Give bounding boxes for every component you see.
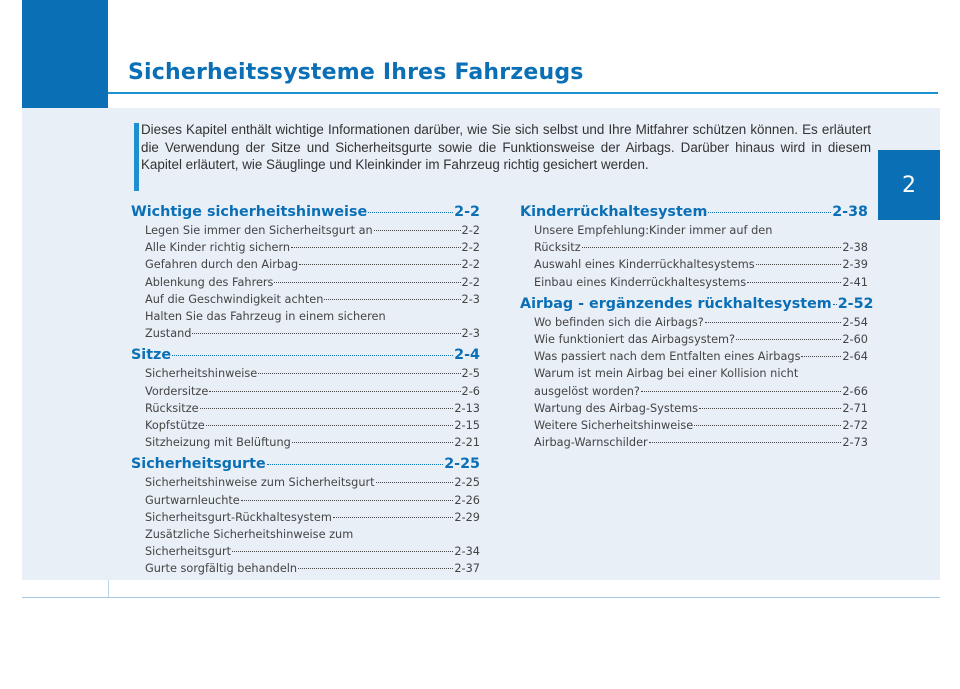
toc-section-title: Sitze [131, 347, 172, 364]
toc-entry-title: Alle Kinder richtig sichern [145, 241, 291, 255]
toc-section-heading[interactable] [131, 345, 480, 365]
toc-entry-title: Gefahren durch den Airbag [145, 258, 299, 272]
toc-leader-dots [192, 333, 460, 334]
toc-leader-dots [756, 264, 842, 265]
toc-entry-title: Legen Sie immer den Sicherheitsgurt an [145, 224, 373, 237]
toc-entry-page: 2-3 [461, 292, 480, 306]
toc-entry-title: Sitzheizung mit Belüftung [145, 436, 291, 450]
toc-entry[interactable] [520, 348, 868, 365]
toc-entry-line[interactable]: Halten Sie das Fahrzeug in einem sicheren [145, 310, 386, 324]
toc-entry-page: 2-54 [842, 315, 868, 329]
toc-leader-dots [172, 355, 453, 356]
toc-entry-page: 2-29 [454, 510, 480, 524]
toc-entry[interactable] [520, 331, 868, 348]
toc-entry-title: Wie funktioniert das Airbagsystem? [534, 333, 736, 347]
toc-entry-page: 2-26 [454, 493, 480, 507]
toc-section-heading[interactable] [131, 454, 480, 474]
toc-entry[interactable] [520, 274, 868, 291]
toc-entry[interactable] [131, 274, 480, 291]
toc-section-page: 2-2 [454, 204, 480, 220]
toc-entry-page: 2-5 [461, 367, 480, 381]
toc-entry-page: 2-2 [461, 224, 480, 237]
toc-entry[interactable] [131, 543, 480, 560]
toc-entry[interactable] [131, 492, 480, 509]
toc-entry[interactable] [131, 417, 480, 434]
toc-entry-page: 2-72 [842, 419, 868, 433]
chapter-number: 2 [902, 172, 916, 198]
toc-leader-dots [694, 425, 841, 426]
toc-entry-title: Weitere Sicherheitshinweise [534, 419, 694, 433]
toc-entry-title: Wartung des Airbag-Systems [534, 401, 698, 415]
toc-entry-title: Wo befinden sich die Airbags? [534, 315, 704, 329]
toc-section-title: Wichtige sicherheitshinweise [131, 204, 368, 220]
toc-entry[interactable] [131, 434, 480, 451]
toc-leader-dots [833, 304, 837, 305]
toc-section-page: 2-52 [837, 295, 874, 312]
toc-leader-dots [232, 551, 453, 552]
toc-entry-title: Rücksitze [145, 401, 199, 415]
toc-entry-title: Einbau eines Kinderrückhaltesystems [534, 275, 747, 289]
toc-leader-dots [374, 230, 461, 231]
page-title: Sicherheitssysteme Ihres Fahrzeugs [128, 60, 584, 85]
toc-entry-title: Ablenkung des Fahrers [145, 275, 274, 289]
toc-leader-dots [206, 425, 454, 426]
toc-entry[interactable] [520, 239, 868, 256]
toc-entry-title: Auf die Geschwindigkeit achten [145, 292, 324, 306]
intro-text: Dieses Kapitel enthält wichtige Informationen darüber, wie Sie sich selbst und Ihre Mitfahrer schützen können. Es erläutert die Verwendung der Sitze und Sicherheitsgurte sowie die Funktionsweise der Airbags. Darüber hinaus wird in diesem Kapitel erläutert, wie Säuglinge und Kleinkinder im Fahrzeug richtig gesichert werden. [141, 122, 871, 173]
chapter-tab[interactable] [878, 150, 940, 220]
bottom-rule [22, 597, 940, 598]
intro-box [141, 121, 871, 174]
toc-entry-title: Sicherheitshinweise zum Sicherheitsgurt [145, 476, 375, 490]
toc-entry[interactable] [520, 314, 868, 331]
toc-entry-page: 2-73 [842, 436, 868, 450]
toc-leader-dots [209, 391, 460, 392]
title-underline [108, 92, 938, 94]
toc-entry-page: 2-64 [842, 350, 868, 364]
intro-accent-bar [134, 123, 139, 191]
toc-leader-dots [705, 322, 842, 323]
toc-entry-title: Sicherheitsgurt [145, 545, 232, 559]
toc-leader-dots [324, 299, 460, 300]
toc-entry-page: 2-66 [842, 384, 868, 398]
toc-section-title: Airbag - ergänzendes rückhaltesystem [520, 295, 832, 312]
toc-entry[interactable] [131, 325, 480, 342]
toc-leader-dots [736, 339, 841, 340]
toc-leader-dots [200, 408, 454, 409]
toc-entry-title: Sicherheitsgurt-Rückhaltesystem [145, 510, 332, 524]
toc-entry-page: 2-13 [454, 401, 480, 415]
toc-entry-title: Kopfstütze [145, 419, 205, 433]
toc-leader-dots [747, 282, 841, 283]
toc-section-title: Sicherheitsgurte [131, 456, 266, 473]
toc-leader-dots [582, 247, 842, 248]
toc-entry[interactable] [131, 509, 480, 526]
toc-section-page: 2-25 [444, 456, 480, 473]
toc-leader-dots [267, 464, 444, 465]
toc-entry[interactable] [131, 222, 480, 239]
toc-leader-dots [291, 247, 461, 248]
toc-entry[interactable] [131, 256, 480, 273]
toc-entry[interactable] [520, 417, 868, 434]
toc-section-heading[interactable] [520, 202, 868, 222]
toc-entry-title: Auswahl eines Kinderrückhaltesystems [534, 258, 755, 272]
toc-leader-dots [258, 373, 460, 374]
toc-entry[interactable] [131, 239, 480, 256]
toc-leader-dots [292, 442, 454, 443]
toc-entry[interactable] [520, 400, 868, 417]
toc-entry-title: Vordersitze [145, 384, 209, 398]
toc-entry-page: 2-71 [842, 401, 868, 415]
toc-entry-title: Sicherheitshinweise [145, 367, 258, 381]
toc-entry-page: 2-38 [842, 241, 868, 255]
toc-entry-page: 2-25 [454, 476, 480, 490]
toc-leader-dots [801, 356, 841, 357]
toc-entry[interactable] [131, 474, 480, 491]
toc-leader-dots [376, 482, 454, 483]
toc-entry-title: Was passiert nach dem Entfalten eines Airbags [534, 350, 801, 364]
toc-entry-page: 2-34 [454, 545, 480, 559]
toc-leader-dots [641, 391, 841, 392]
toc-entry-page: 2-3 [461, 327, 480, 341]
header-corner-block [22, 0, 108, 108]
toc-right-column [520, 199, 874, 451]
toc-entry-line[interactable]: Unsere Empfehlung:Kinder immer auf den [534, 224, 773, 237]
toc-entry-page: 2-2 [461, 275, 480, 289]
toc-entry-title: Airbag-Warnschilder [534, 436, 648, 450]
toc-entry-page: 2-15 [454, 419, 480, 433]
toc-entry[interactable] [520, 434, 868, 451]
toc-section-page: 2-4 [454, 347, 480, 364]
toc-entry-page: 2-21 [454, 436, 480, 450]
toc-entry-title: Zustand [145, 327, 192, 341]
toc-entry-title: Rücksitz [534, 241, 581, 255]
toc-leader-dots [299, 264, 460, 265]
toc-entry-line[interactable]: Warum ist mein Airbag bei einer Kollision nicht [534, 367, 799, 381]
toc-entry[interactable] [131, 291, 480, 308]
toc-leader-dots [241, 500, 454, 501]
toc-entry[interactable] [131, 365, 480, 382]
toc-leader-dots [274, 282, 460, 283]
toc-entry-page: 2-37 [454, 562, 480, 576]
toc-leader-dots [649, 442, 842, 443]
toc-leader-dots [298, 568, 453, 569]
toc-entry[interactable] [131, 383, 480, 400]
toc-entry[interactable] [520, 256, 868, 273]
toc-entry-page: 2-60 [842, 333, 868, 347]
toc-entry-title: Gurtwarnleuchte [145, 493, 240, 507]
toc-entry-page: 2-39 [842, 258, 868, 272]
toc-leader-dots [368, 212, 453, 213]
toc-entry-line[interactable]: Zusätzliche Sicherheitshinweise zum [145, 528, 354, 542]
toc-entry[interactable] [131, 400, 480, 417]
toc-left-column [131, 199, 480, 578]
toc-entry-page: 2-41 [842, 275, 868, 289]
toc-section-heading[interactable] [520, 294, 874, 314]
toc-entry-title: ausgelöst worden? [534, 384, 640, 398]
toc-entry-page: 2-6 [461, 384, 480, 398]
toc-leader-dots [699, 408, 841, 409]
toc-section-page: 2-38 [832, 204, 868, 220]
toc-entry-page: 2-2 [461, 241, 480, 255]
toc-entry[interactable] [131, 560, 480, 577]
toc-entry-title: Gurte sorgfältig behandeln [145, 562, 298, 576]
toc-section-title: Kinderrückhaltesystem [520, 204, 708, 220]
toc-entry-page: 2-2 [461, 258, 480, 272]
toc-leader-dots [708, 212, 831, 213]
toc-leader-dots [333, 517, 454, 518]
toc-entry[interactable] [520, 383, 868, 400]
toc-section-heading[interactable] [131, 202, 480, 222]
